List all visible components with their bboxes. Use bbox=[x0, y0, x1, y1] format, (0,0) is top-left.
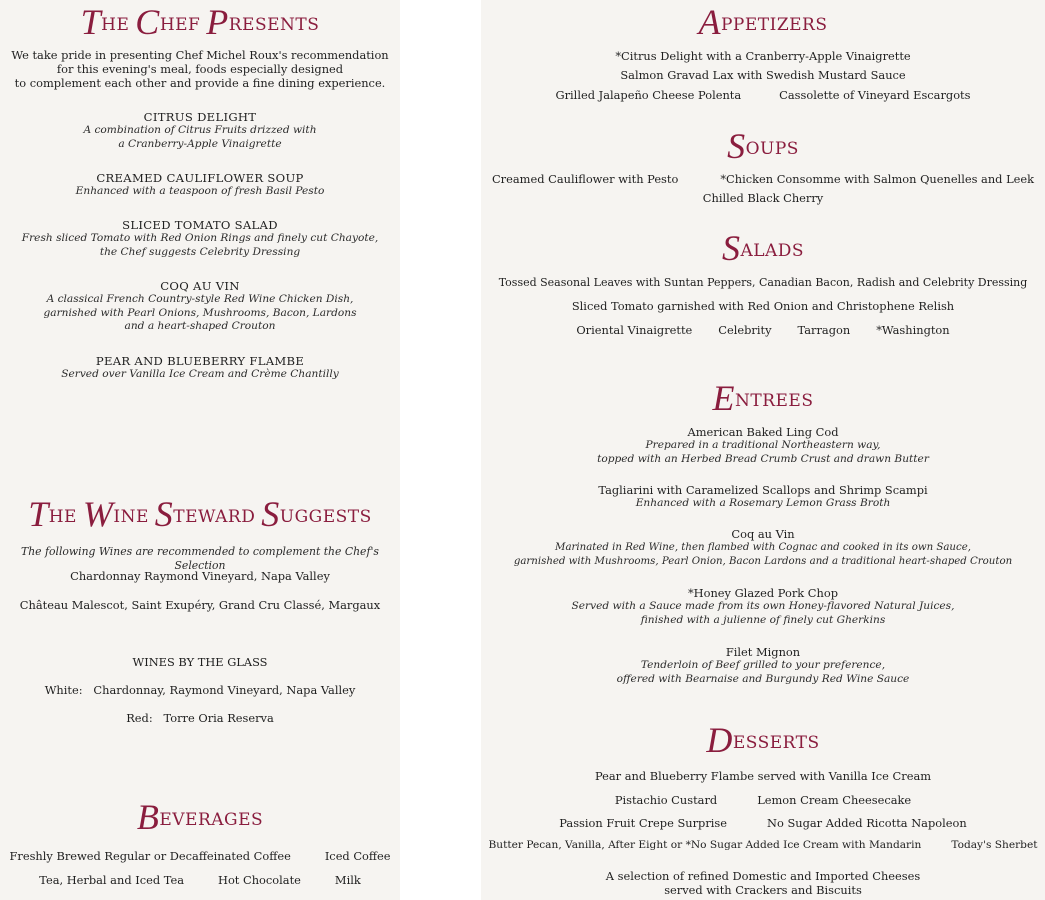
dressing-option: *Washington bbox=[876, 323, 950, 337]
entree-name: American Baked Ling Cod bbox=[687, 425, 839, 439]
entree-item bbox=[481, 483, 1045, 511]
dessert-row bbox=[481, 838, 1045, 852]
entree-description: Tenderloin of Beef grilled to your preference, bbox=[640, 659, 886, 671]
beverages-heading: BEVERAGES bbox=[136, 797, 264, 837]
chef-course-salad bbox=[0, 218, 400, 259]
dressing-row bbox=[481, 323, 1045, 337]
dressing-option: Celebrity bbox=[718, 323, 772, 337]
chef-course-coq-au-vin bbox=[0, 279, 400, 334]
dessert-item: Lemon Cream Cheesecake bbox=[757, 793, 912, 807]
entree-description: Served with a Sauce made from its own Honey-flavored Natural Juices, bbox=[571, 600, 955, 612]
entrees-heading: ENTREES bbox=[712, 378, 814, 418]
wine-steward-heading: THE WINE STEWARD SUGGESTS bbox=[28, 494, 372, 534]
entree-description: Marinated in Red Wine, then flambed with Cognac and cooked in its own Sauce, bbox=[555, 542, 971, 553]
entree-name: *Honey Glazed Pork Chop bbox=[687, 586, 839, 600]
salad-item: Tossed Seasonal Leaves with Suntan Peppers, Canadian Bacon, Radish and Celebrity Dressing bbox=[498, 276, 1028, 289]
chef-intro-line: to complement each other and provide a fine dining experience. bbox=[14, 76, 386, 90]
desserts-heading: DESSERTS bbox=[706, 720, 820, 760]
right-menu-page bbox=[481, 0, 1045, 900]
course-description: A combination of Citrus Fruits drizzed with bbox=[83, 124, 317, 136]
wine-red: Red: Torre Oria Reserva bbox=[126, 711, 274, 725]
course-description: the Chef suggests Celebrity Dressing bbox=[99, 245, 301, 258]
wine-item: Chardonnay Raymond Vineyard, Napa Valley bbox=[70, 569, 330, 583]
beverages-row bbox=[0, 849, 400, 863]
dessert-row bbox=[481, 793, 1045, 807]
appetizer-item: Cassolette of Vineyard Escargots bbox=[779, 88, 971, 102]
appetizer-item: Grilled Jalapeño Cheese Polenta bbox=[555, 88, 742, 102]
wines-by-glass-title: WINES BY THE GLASS bbox=[132, 655, 268, 669]
entree-item bbox=[481, 527, 1045, 568]
course-description: and a heart-shaped Crouton bbox=[124, 320, 276, 332]
entree-name: Tagliarini with Caramelized Scallops and Shrimp Scampi bbox=[598, 483, 928, 497]
beverage-item: Hot Chocolate bbox=[218, 873, 301, 887]
course-name: PEAR AND BLUEBERRY FLAMBE bbox=[95, 354, 305, 368]
wine-intro: The following Wines are recommended to complement the Chef's Selection bbox=[21, 545, 379, 572]
left-menu-page bbox=[0, 0, 400, 900]
course-description: Fresh sliced Tomato with Red Onion Rings and finely cut Chayote, bbox=[21, 232, 379, 244]
cheese-selection bbox=[481, 869, 1045, 897]
course-description: Served over Vanilla Ice Cream and Crème Chantilly bbox=[61, 368, 339, 380]
chef-course-soup bbox=[0, 171, 400, 199]
cheese-line: A selection of refined Domestic and Imported Cheeses bbox=[605, 869, 921, 883]
entree-description: offered with Bearnaise and Burgundy Red Wine Sauce bbox=[616, 672, 910, 685]
course-description: a Cranberry-Apple Vinaigrette bbox=[118, 137, 282, 150]
dessert-item: Passion Fruit Crepe Surprise bbox=[559, 816, 727, 830]
beverage-item: Freshly Brewed Regular or Decaffeinated Coffee bbox=[9, 849, 291, 863]
dessert-item: Pistachio Custard bbox=[614, 793, 718, 807]
appetizers-heading: APPETIZERS bbox=[698, 2, 828, 42]
entree-item bbox=[481, 645, 1045, 686]
course-name: COQ AU VIN bbox=[160, 279, 240, 293]
appetizer-item: *Citrus Delight with a Cranberry-Apple Vinaigrette bbox=[615, 49, 911, 63]
course-description: A classical French Country-style Red Wine Chicken Dish, bbox=[46, 293, 354, 305]
course-name: CITRUS DELIGHT bbox=[143, 110, 257, 124]
entree-item bbox=[481, 425, 1045, 466]
dessert-item: Today's Sherbet bbox=[951, 839, 1038, 851]
soups-heading: SOUPS bbox=[727, 126, 799, 166]
chef-intro bbox=[0, 48, 400, 90]
dessert-row bbox=[481, 816, 1045, 830]
course-description: Enhanced with a teaspoon of fresh Basil Pesto bbox=[75, 185, 325, 197]
chef-course-dessert bbox=[0, 354, 400, 382]
beverage-item: Tea, Herbal and Iced Tea bbox=[39, 873, 185, 887]
entree-description: finished with a julienne of finely cut Gherkins bbox=[640, 613, 886, 626]
appetizer-row bbox=[481, 88, 1045, 102]
dessert-item: Pear and Blueberry Flambe served with Vanilla Ice Cream bbox=[594, 769, 932, 783]
course-description: garnished with Pearl Onions, Mushrooms, Bacon, Lardons bbox=[43, 306, 357, 319]
entree-description: Prepared in a traditional Northeastern way, bbox=[645, 439, 881, 451]
chef-presents-heading: THE CHEF PRESENTS bbox=[80, 2, 320, 42]
dessert-item: No Sugar Added Ricotta Napoleon bbox=[767, 816, 967, 830]
beverage-item: Milk bbox=[334, 873, 361, 887]
salad-item: Sliced Tomato garnished with Red Onion and Christophene Relish bbox=[571, 299, 955, 313]
entree-description: garnished with Mushrooms, Pearl Onion, Bacon Lardons and a traditional heart-shaped Crouton bbox=[513, 555, 1013, 567]
soup-item: Creamed Cauliflower with Pesto bbox=[491, 172, 679, 186]
entree-name: Filet Mignon bbox=[725, 645, 801, 659]
course-name: SLICED TOMATO SALAD bbox=[122, 218, 278, 232]
dessert-item: Butter Pecan, Vanilla, After Eight or *No Sugar Added Ice Cream with Mandarin bbox=[488, 839, 922, 851]
soup-item: Chilled Black Cherry bbox=[702, 191, 824, 205]
course-name: CREAMED CAULIFLOWER SOUP bbox=[96, 171, 304, 185]
appetizer-item: Salmon Gravad Lax with Swedish Mustard Sauce bbox=[620, 68, 906, 82]
beverages-row bbox=[0, 873, 400, 887]
soup-row bbox=[481, 172, 1045, 186]
entree-description: Enhanced with a Rosemary Lemon Grass Broth bbox=[635, 497, 891, 509]
wine-item: Château Malescot, Saint Exupéry, Grand Cru Classé, Margaux bbox=[19, 598, 381, 612]
dressing-option: Tarragon bbox=[797, 323, 851, 337]
chef-course-citrus bbox=[0, 110, 400, 151]
salads-heading: SALADS bbox=[721, 228, 805, 268]
chef-intro-line: for this evening's meal, foods especially designed bbox=[56, 62, 344, 76]
chef-intro-line: We take pride in presenting Chef Michel Roux's recommendation bbox=[11, 48, 389, 62]
entree-item bbox=[481, 586, 1045, 627]
cheese-line: served with Crackers and Biscuits bbox=[664, 883, 862, 897]
wine-white: White: Chardonnay, Raymond Vineyard, Napa Valley bbox=[44, 683, 356, 697]
entree-description: topped with an Herbed Bread Crumb Crust and drawn Butter bbox=[597, 452, 929, 465]
entree-name: Coq au Vin bbox=[731, 527, 795, 541]
beverage-item: Iced Coffee bbox=[324, 849, 391, 863]
soup-item: *Chicken Consomme with Salmon Quenelles and Leek bbox=[720, 172, 1035, 186]
dressing-option: Oriental Vinaigrette bbox=[576, 323, 693, 337]
